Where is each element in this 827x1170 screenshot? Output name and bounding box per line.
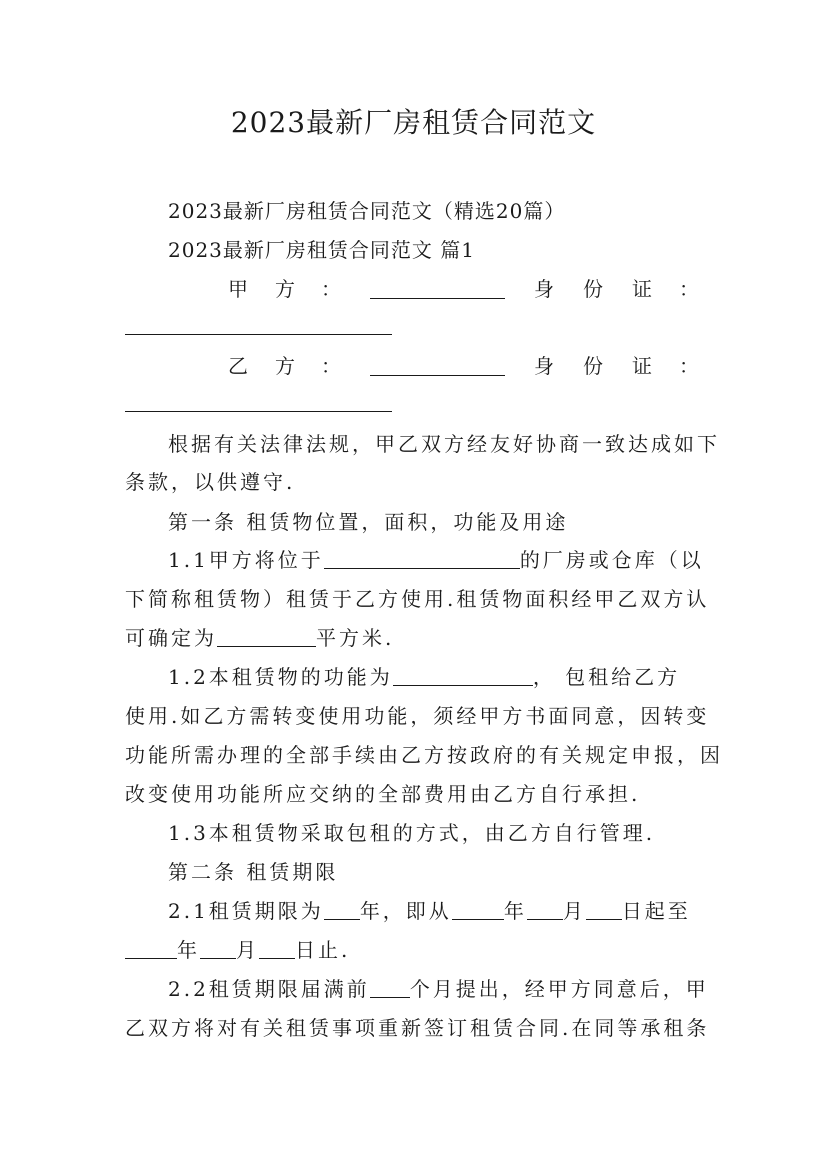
- clause-1-2-text-a: 1.2本租赁物的功能为: [168, 665, 393, 689]
- party-b-name-blank[interactable]: [370, 353, 505, 376]
- area-blank[interactable]: [217, 624, 316, 647]
- party-a-id-1: 身: [534, 277, 557, 301]
- party-a-id-blank[interactable]: [125, 312, 392, 335]
- party-b-id-1: 身: [534, 354, 557, 378]
- party-a-name-blank[interactable]: [370, 276, 505, 299]
- clause-1-1-line-2: 下简称租赁物）租赁于乙方使用.租赁物面积经甲乙双方认: [125, 587, 710, 611]
- subtitle: 2023最新厂房租赁合同范文（精选20篇）: [168, 199, 566, 223]
- clause-2-1-text-e: 日起至: [621, 899, 691, 923]
- location-blank[interactable]: [324, 546, 520, 569]
- clause-1-1-line-1: [168, 541, 704, 579]
- section-heading: 2023最新厂房租赁合同范文 篇1: [168, 238, 475, 262]
- clause-1-2-line-1: [168, 658, 700, 696]
- party-a-label-2: 方: [275, 277, 298, 301]
- end-day-blank[interactable]: [259, 936, 295, 959]
- clause-1-2-line-3: 功能所需办理的全部手续由乙方按政府的有关规定申报，因: [125, 743, 723, 767]
- start-year-blank[interactable]: [452, 897, 504, 920]
- clause-1-3: 1.3本租赁物采取包租的方式，由乙方自行管理.: [168, 821, 656, 845]
- clause-1-1-text-c: 可确定为: [125, 626, 217, 650]
- years-blank[interactable]: [324, 897, 360, 920]
- party-b-id-blank[interactable]: [125, 389, 392, 412]
- end-month-blank[interactable]: [200, 936, 236, 959]
- party-a-colon: ：: [321, 277, 344, 301]
- end-year-blank[interactable]: [125, 936, 177, 959]
- clause-2-2-text-b: 个月提出，经甲方同意后，甲: [409, 977, 709, 1001]
- party-b-id-colon: ：: [679, 354, 702, 378]
- party-b-colon: ：: [321, 354, 344, 378]
- clause-1-2-line-2: 使用.如乙方需转变使用功能，须经甲方书面同意，因转变: [125, 704, 710, 728]
- party-b-label-1: 乙: [228, 354, 251, 378]
- clause-2-1-line-1: [168, 892, 700, 930]
- article-1-heading: 第一条 租赁物位置，面积，功能及用途: [168, 510, 569, 534]
- start-month-blank[interactable]: [527, 897, 563, 920]
- clause-2-2-text-a: 2.2租赁期限届满前: [168, 977, 370, 1001]
- clause-2-2-line-1: [168, 970, 709, 1008]
- clause-1-1-line-3: [125, 619, 700, 657]
- clause-2-1-text-a: 2.1租赁期限为: [168, 899, 324, 923]
- clause-2-1-line-2: [125, 931, 700, 969]
- clause-2-1-text-c: 年: [503, 899, 527, 923]
- party-b-id-2: 份: [583, 354, 606, 378]
- clause-2-1-text-g: 月: [236, 938, 259, 962]
- clause-1-2-text-b: ， 包租给乙方: [532, 665, 681, 689]
- clause-1-1-text-d: 平方米.: [316, 626, 395, 650]
- document-title: 2023最新厂房租赁合同范文: [230, 106, 597, 139]
- intro-line-1: 根据有关法律法规，甲乙双方经友好协商一致达成如下: [168, 432, 720, 456]
- clause-1-1-text-a: 1.1甲方将位于: [168, 548, 324, 572]
- party-a-label-1: 甲: [228, 277, 251, 301]
- clause-1-2-line-4: 改变使用功能所应交纳的全部费用由乙方自行承担.: [125, 782, 641, 806]
- party-b-label-2: 方: [275, 354, 298, 378]
- intro-line-2: 条款，以供遵守.: [125, 470, 296, 494]
- function-blank[interactable]: [393, 663, 533, 686]
- clause-2-1-text-d: 月: [562, 899, 586, 923]
- start-day-blank[interactable]: [586, 897, 622, 920]
- article-2-heading: 第二条 租赁期限: [168, 860, 339, 884]
- party-a-id-3: 证: [632, 277, 655, 301]
- clause-2-1-text-f: 年: [177, 938, 200, 962]
- party-b-id-3: 证: [632, 354, 655, 378]
- clause-2-1-text-h: 日止.: [295, 938, 351, 962]
- clause-2-1-text-b: 年，即从: [359, 899, 452, 923]
- clause-2-2-line-2: 乙双方将对有关租赁事项重新签订租赁合同.在同等承租条: [125, 1016, 710, 1040]
- party-a-id-colon: ：: [679, 277, 702, 301]
- party-a-id-2: 份: [583, 277, 606, 301]
- clause-1-1-text-b: 的厂房或仓库（以: [519, 548, 704, 572]
- months-blank[interactable]: [370, 975, 410, 998]
